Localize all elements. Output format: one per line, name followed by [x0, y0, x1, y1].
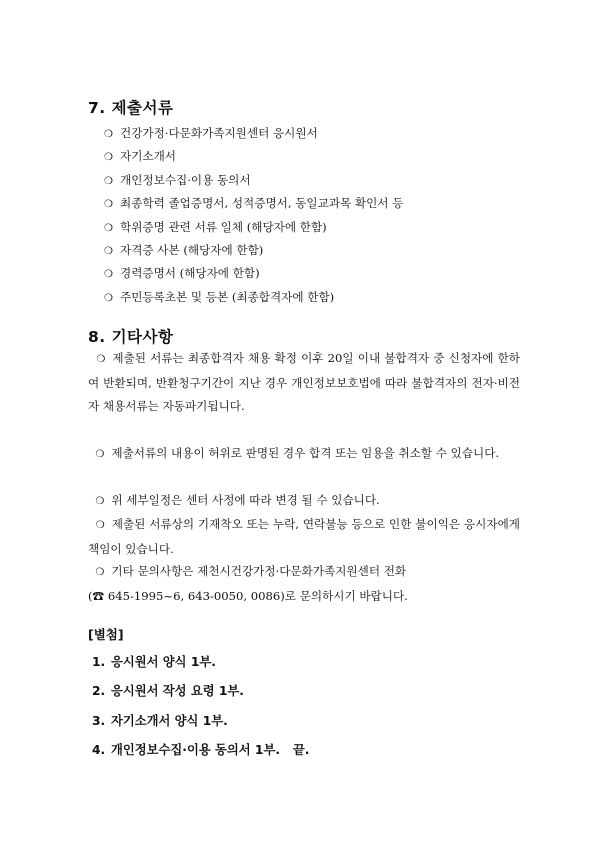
circle-bullet-icon: ❍ — [95, 496, 105, 507]
circle-bullet-icon: ❍ — [104, 175, 113, 187]
list-item-text: 개인정보수집·이용 동의서 — [120, 172, 251, 187]
list-item-text: 주민등록초본 및 등본 (최종합격자에 한함) — [120, 289, 335, 304]
list-item — [104, 169, 403, 192]
paragraph-text: 기타 문의사항은 제천시건강가정·다문화가족지원센터 전화 — [111, 564, 407, 578]
paragraph-schedule-change — [88, 489, 520, 514]
annex-item-text: 개인정보수집·이용 동의서 1부. 끝. — [111, 743, 310, 758]
section-8-title: 8. 기타사항 — [88, 328, 174, 346]
list-item — [104, 122, 403, 145]
paragraph-text: 제출서류의 내용이 허위로 판명된 경우 합격 또는 임용을 취소할 수 있습니다. — [111, 446, 500, 460]
list-item — [104, 286, 403, 309]
circle-bullet-icon: ❍ — [104, 152, 113, 164]
paragraph-text: 제출된 서류상의 기재착오 또는 누락, 연락불능 등으로 인한 불이익은 응시자에게 책임이 있습니다. — [88, 517, 520, 556]
paragraph-applicant-responsibility — [88, 513, 520, 561]
paragraph-contact: ❍ 기타 문의사항은 제천시건강가정·다문화가족지원센터 전화 (☎ 645-1995~6, 643-0050, 0086)로 문의하시기 바랍니다. — [88, 560, 520, 608]
annex-item — [92, 652, 309, 681]
circle-bullet-icon: ❍ — [104, 199, 113, 211]
list-item-text: 자격증 사본 (해당자에 한함) — [120, 242, 264, 257]
list-item-text: 최종학력 졸업증명서, 성적증명서, 동일교과목 확인서 등 — [120, 196, 404, 211]
list-item — [104, 216, 403, 239]
list-item — [104, 192, 403, 215]
circle-bullet-icon: ❍ — [95, 520, 105, 531]
submission-documents-list — [104, 122, 403, 309]
circle-bullet-icon: ❍ — [96, 354, 106, 365]
annex-item — [92, 711, 309, 740]
list-item-text: 자기소개서 — [120, 149, 176, 164]
paragraph-text: 제출된 서류는 최종합격자 채용 확정 이후 20일 이내 불합격자 중 신청자에 한하여 반환되며, 반환청구기간이 지난 경우 개인정보보호법에 따라 불합격자의 전자·비전자 채용서류는 자동파기됩니다. — [88, 351, 521, 414]
annex-item-number: 2. — [92, 684, 106, 699]
paragraph-document-return — [88, 347, 520, 419]
annex-item — [92, 681, 309, 710]
paragraph-false-info — [88, 442, 520, 467]
list-item-text: 경력증명서 (해당자에 한함) — [120, 266, 260, 281]
section-7-title: 7. 제출서류 — [88, 99, 174, 117]
circle-bullet-icon: ❍ — [104, 245, 113, 257]
list-item — [104, 239, 403, 262]
circle-bullet-icon: ❍ — [95, 449, 105, 460]
contact-numbers: 645-1995~6, 643-0050, 0086)로 문의하시기 바랍니다. — [107, 588, 408, 603]
annex-item-text: 자기소개서 양식 1부. — [111, 713, 228, 728]
list-item — [104, 145, 403, 168]
annex-list — [92, 652, 309, 770]
annex-item-text: 응시원서 양식 1부. — [111, 655, 216, 669]
annex-item-text: 응시원서 작성 요령 1부. — [111, 684, 244, 699]
list-item — [104, 262, 403, 285]
annex-item-number: 4. — [92, 743, 106, 758]
circle-bullet-icon: ❍ — [104, 292, 113, 304]
circle-bullet-icon: ❍ — [104, 269, 113, 281]
annex-item-number: 1. — [92, 655, 106, 669]
circle-bullet-icon: ❍ — [95, 567, 105, 578]
annex-item-number: 3. — [92, 713, 106, 728]
circle-bullet-icon: ❍ — [104, 222, 113, 234]
list-item-text: 건강가정·다문화가족지원센터 응시원서 — [120, 126, 318, 140]
paragraph-text: 위 세부일정은 센터 사정에 따라 변경 될 수 있습니다. — [111, 493, 380, 507]
list-item-text: 학위증명 관련 서류 일체 (해당자에 한함) — [120, 219, 327, 234]
circle-bullet-icon: ❍ — [104, 129, 113, 140]
annex-item — [92, 740, 309, 769]
phone-icon: ☎ — [92, 588, 105, 603]
annex-title: [별첨] — [88, 627, 124, 642]
